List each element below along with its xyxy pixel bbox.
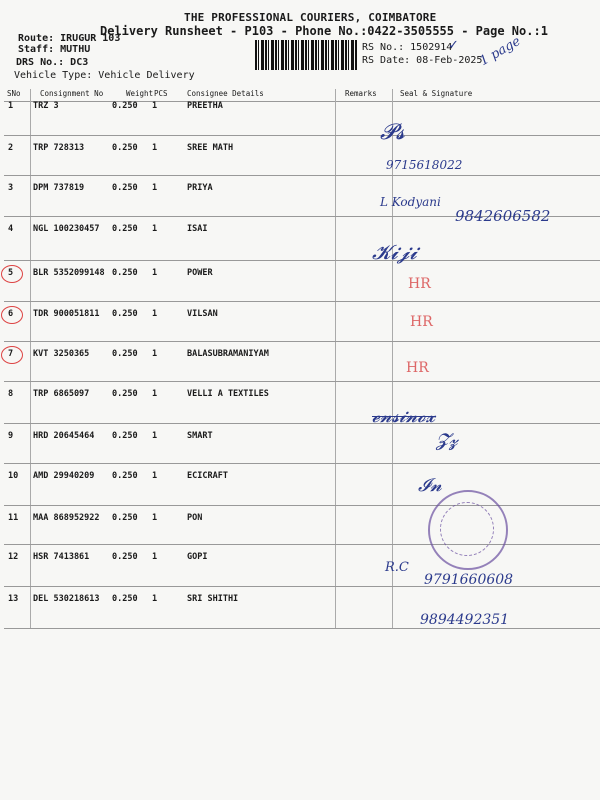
consignment-number: NGL 100230457 bbox=[33, 224, 100, 234]
col-remarks: Remarks bbox=[345, 89, 377, 98]
consignment-number: TRP 6865097 bbox=[33, 389, 90, 399]
divider bbox=[4, 505, 600, 506]
divider bbox=[4, 381, 600, 382]
table-row bbox=[0, 431, 600, 445]
consignee-name: BALASUBRAMANIYAM bbox=[187, 349, 269, 359]
row-pcs: 1 bbox=[152, 471, 158, 481]
divider bbox=[4, 135, 600, 136]
consignee-name: PRIYA bbox=[187, 183, 213, 193]
row-pcs: 1 bbox=[152, 552, 158, 562]
row-weight: 0.250 bbox=[112, 471, 138, 481]
row-weight: 0.250 bbox=[112, 224, 138, 234]
hr-mark: HR bbox=[406, 360, 429, 376]
row-sno: 13 bbox=[8, 594, 19, 604]
consignee-name: ECICRAFT bbox=[187, 471, 228, 481]
divider bbox=[4, 260, 600, 261]
seal-inner-ring bbox=[440, 502, 494, 556]
barcode bbox=[255, 40, 357, 70]
row-sno: 3 bbox=[8, 183, 14, 193]
divider bbox=[4, 463, 600, 464]
col-pcs: PCS bbox=[154, 89, 168, 98]
row-weight: 0.250 bbox=[112, 183, 138, 193]
consignee-name: SREE MATH bbox=[187, 143, 234, 153]
row-pcs: 1 bbox=[152, 349, 158, 359]
row-pcs: 1 bbox=[152, 513, 158, 523]
col-consignment: Consignment No bbox=[40, 89, 104, 98]
consignment-number: MAA 868952922 bbox=[33, 513, 100, 523]
row-sno: 5 bbox=[8, 268, 14, 278]
handwritten-phone: 9715618022 bbox=[386, 158, 463, 172]
handwritten-phone: 9791660608 bbox=[424, 572, 514, 588]
row-pcs: 1 bbox=[152, 431, 158, 441]
table-row bbox=[0, 309, 600, 323]
signature-row9: 𝓩𝔃 bbox=[436, 430, 458, 451]
consignee-name: VELLI A TEXTILES bbox=[187, 389, 269, 399]
consignment-number: DEL 530218613 bbox=[33, 594, 100, 604]
circle-mark bbox=[1, 346, 23, 364]
row-weight: 0.250 bbox=[112, 513, 138, 523]
vehicle-type: Vehicle Type: Vehicle Delivery bbox=[14, 70, 195, 81]
row-sno: 6 bbox=[8, 309, 14, 319]
rs-number: RS No.: 1502914 bbox=[362, 42, 453, 53]
row-pcs: 1 bbox=[152, 183, 158, 193]
consignee-name: GOPI bbox=[187, 552, 208, 562]
row-sno: 1 bbox=[8, 101, 14, 111]
row-sno: 2 bbox=[8, 143, 14, 153]
circle-mark bbox=[1, 265, 23, 283]
row-pcs: 1 bbox=[152, 224, 158, 234]
table-row bbox=[0, 471, 600, 485]
signature-row10: 𝓘𝓷 bbox=[418, 475, 443, 496]
consignment-number: BLR 5352099148 bbox=[33, 268, 105, 278]
consignee-name: VILSAN bbox=[187, 309, 218, 319]
table-row bbox=[0, 101, 600, 115]
handwritten-name: R.C bbox=[385, 560, 409, 575]
table-row bbox=[0, 513, 600, 527]
table-row bbox=[0, 594, 600, 608]
divider bbox=[4, 175, 600, 176]
consignee-name: ISAI bbox=[187, 224, 208, 234]
col-sno: SNo bbox=[7, 89, 21, 98]
row-weight: 0.250 bbox=[112, 594, 138, 604]
row-sno: 11 bbox=[8, 513, 19, 523]
hr-mark: HR bbox=[408, 276, 431, 292]
consignment-number: HRD 20645464 bbox=[33, 431, 95, 441]
col-signature: Seal & Signature bbox=[400, 89, 473, 98]
consignment-number: HSR 7413861 bbox=[33, 552, 90, 562]
hr-mark: HR bbox=[410, 314, 433, 330]
consignment-number: TRZ 3 bbox=[33, 101, 59, 111]
runsheet-title: Delivery Runsheet - P103 - Phone No.:0422-3505555 - Page No.:1 bbox=[100, 24, 548, 38]
circle-mark bbox=[1, 306, 23, 324]
row-weight: 0.250 bbox=[112, 268, 138, 278]
route-label: Route: IRUGUR 103 bbox=[18, 33, 121, 44]
consignment-number: AMD 29940209 bbox=[33, 471, 95, 481]
row-pcs: 1 bbox=[152, 143, 158, 153]
consignee-name: SMART bbox=[187, 431, 213, 441]
signature-row8: 𝓮𝓷𝓼𝓲𝓷𝓸𝔁 bbox=[372, 406, 436, 427]
table-row bbox=[0, 224, 600, 238]
check-mark-icon: ✓ bbox=[448, 38, 459, 53]
col-consignee: Consignee Details bbox=[187, 89, 264, 98]
row-pcs: 1 bbox=[152, 389, 158, 399]
consignee-name: PREETHA bbox=[187, 101, 223, 111]
staff-label: Staff: MUTHU bbox=[18, 44, 91, 55]
row-sno: 10 bbox=[8, 471, 19, 481]
company-name: THE PROFESSIONAL COURIERS, COIMBATORE bbox=[184, 11, 437, 24]
handwritten-phone: 9894492351 bbox=[420, 612, 510, 628]
signature-row1: 𝓟𝓼 bbox=[380, 120, 405, 145]
rs-date: RS Date: 08-Feb-2025 bbox=[362, 55, 483, 66]
page-note: 1 page bbox=[477, 33, 524, 70]
divider bbox=[4, 341, 600, 342]
row-weight: 0.250 bbox=[112, 431, 138, 441]
row-weight: 0.250 bbox=[112, 101, 138, 111]
row-weight: 0.250 bbox=[112, 349, 138, 359]
row-sno: 12 bbox=[8, 552, 19, 562]
row-pcs: 1 bbox=[152, 309, 158, 319]
divider bbox=[4, 544, 600, 545]
consignment-number: TRP 728313 bbox=[33, 143, 85, 153]
drs-number: DRS No.: DC3 bbox=[16, 57, 89, 68]
consignee-name: POWER bbox=[187, 268, 213, 278]
signature-row4: 𝓚𝓲𝓳𝓲 bbox=[372, 240, 417, 264]
table-row bbox=[0, 268, 600, 282]
consignment-number: DPM 737819 bbox=[33, 183, 85, 193]
divider bbox=[4, 423, 600, 424]
row-weight: 0.250 bbox=[112, 309, 138, 319]
row-weight: 0.250 bbox=[112, 143, 138, 153]
handwritten-phone: 9842606582 bbox=[455, 207, 551, 225]
col-weight: Weight bbox=[126, 89, 154, 98]
table-row bbox=[0, 389, 600, 403]
row-sno: 7 bbox=[8, 349, 14, 359]
divider bbox=[4, 301, 600, 302]
consignment-number: TDR 900051811 bbox=[33, 309, 100, 319]
row-sno: 8 bbox=[8, 389, 14, 399]
table-row bbox=[0, 143, 600, 157]
row-weight: 0.250 bbox=[112, 389, 138, 399]
handwritten-name: L Kodyani bbox=[380, 195, 441, 209]
divider bbox=[4, 628, 600, 629]
table-row bbox=[0, 552, 600, 566]
consignee-name: SRI SHITHI bbox=[187, 594, 239, 604]
table-header bbox=[4, 89, 600, 101]
row-weight: 0.250 bbox=[112, 552, 138, 562]
table-row bbox=[0, 183, 600, 197]
row-pcs: 1 bbox=[152, 101, 158, 111]
row-pcs: 1 bbox=[152, 594, 158, 604]
consignment-number: KVT 3250365 bbox=[33, 349, 90, 359]
row-sno: 9 bbox=[8, 431, 14, 441]
table-row bbox=[0, 349, 600, 363]
row-pcs: 1 bbox=[152, 268, 158, 278]
consignee-name: PON bbox=[187, 513, 203, 523]
row-sno: 4 bbox=[8, 224, 14, 234]
